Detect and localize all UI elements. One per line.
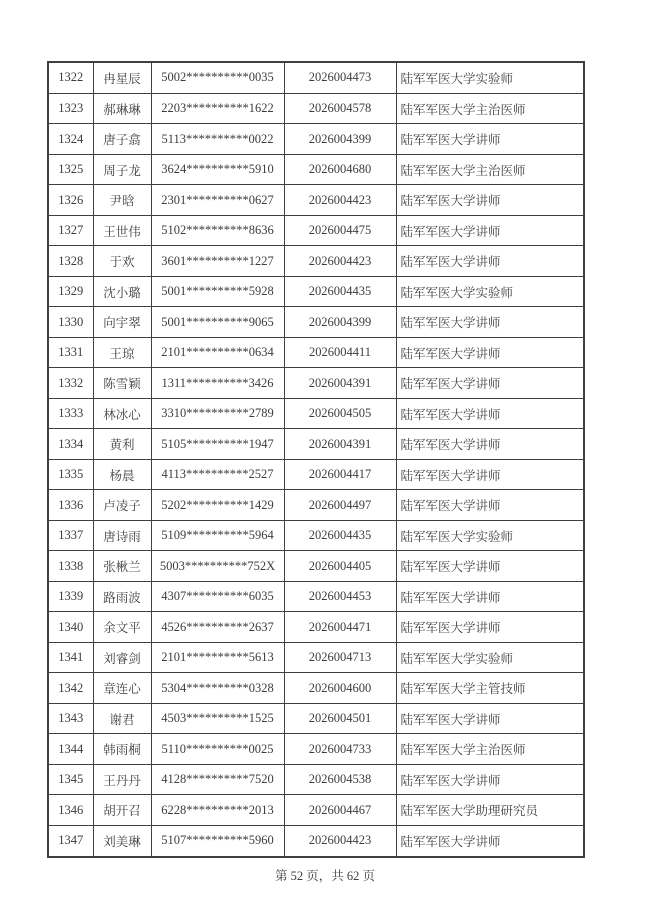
exam-number-cell: 2026004423 xyxy=(284,246,396,277)
exam-number-cell: 2026004453 xyxy=(284,581,396,612)
exam-number-cell: 2026004501 xyxy=(284,703,396,734)
exam-number-cell: 2026004399 xyxy=(284,307,396,338)
name-cell: 胡开召 xyxy=(93,795,151,826)
table-row xyxy=(48,337,584,368)
title-cell: 陆军军医大学主治医师 xyxy=(396,734,584,765)
serial-cell: 1322 xyxy=(48,62,93,93)
table-row xyxy=(48,673,584,704)
name-cell: 向宇翠 xyxy=(93,307,151,338)
serial-cell: 1344 xyxy=(48,734,93,765)
title-cell: 陆军军医大学实验师 xyxy=(396,276,584,307)
exam-number-cell: 2026004417 xyxy=(284,459,396,490)
name-cell: 黄利 xyxy=(93,429,151,460)
title-cell: 陆军军医大学讲师 xyxy=(396,215,584,246)
id-number-cell: 3601**********1227 xyxy=(151,246,284,277)
exam-number-cell: 2026004411 xyxy=(284,337,396,368)
id-number-cell: 5105**********1947 xyxy=(151,429,284,460)
table-row xyxy=(48,581,584,612)
exam-number-cell: 2026004713 xyxy=(284,642,396,673)
table-row xyxy=(48,642,584,673)
id-number-cell: 6228**********2013 xyxy=(151,795,284,826)
title-cell: 陆军军医大学实验师 xyxy=(396,642,584,673)
serial-cell: 1346 xyxy=(48,795,93,826)
serial-cell: 1330 xyxy=(48,307,93,338)
name-cell: 王琼 xyxy=(93,337,151,368)
table-row xyxy=(48,825,584,857)
exam-number-cell: 2026004423 xyxy=(284,185,396,216)
id-number-cell: 5002**********0035 xyxy=(151,62,284,93)
exam-number-cell: 2026004578 xyxy=(284,93,396,124)
exam-number-cell: 2026004497 xyxy=(284,490,396,521)
serial-cell: 1328 xyxy=(48,246,93,277)
table-row xyxy=(48,307,584,338)
table-row xyxy=(48,612,584,643)
name-cell: 王世伟 xyxy=(93,215,151,246)
serial-cell: 1336 xyxy=(48,490,93,521)
id-number-cell: 5109**********5964 xyxy=(151,520,284,551)
serial-cell: 1335 xyxy=(48,459,93,490)
name-cell: 路雨波 xyxy=(93,581,151,612)
name-cell: 刘睿剑 xyxy=(93,642,151,673)
table-row xyxy=(48,520,584,551)
id-number-cell: 5001**********5928 xyxy=(151,276,284,307)
title-cell: 陆军军医大学讲师 xyxy=(396,429,584,460)
exam-number-cell: 2026004405 xyxy=(284,551,396,582)
exam-number-cell: 2026004505 xyxy=(284,398,396,429)
name-cell: 沈小璐 xyxy=(93,276,151,307)
title-cell: 陆军军医大学讲师 xyxy=(396,307,584,338)
serial-cell: 1337 xyxy=(48,520,93,551)
name-cell: 尹晗 xyxy=(93,185,151,216)
title-cell: 陆军军医大学实验师 xyxy=(396,520,584,551)
table-row xyxy=(48,276,584,307)
title-cell: 陆军军医大学助理研究员 xyxy=(396,795,584,826)
title-cell: 陆军军医大学主管技师 xyxy=(396,673,584,704)
name-cell: 余文平 xyxy=(93,612,151,643)
title-cell: 陆军军医大学讲师 xyxy=(396,368,584,399)
id-number-cell: 2301**********0627 xyxy=(151,185,284,216)
exam-number-cell: 2026004423 xyxy=(284,825,396,857)
id-number-cell: 5304**********0328 xyxy=(151,673,284,704)
name-cell: 唐子翕 xyxy=(93,124,151,155)
name-cell: 郝琳琳 xyxy=(93,93,151,124)
serial-cell: 1342 xyxy=(48,673,93,704)
id-number-cell: 2203**********1622 xyxy=(151,93,284,124)
serial-cell: 1331 xyxy=(48,337,93,368)
table-row xyxy=(48,185,584,216)
id-number-cell: 5001**********9065 xyxy=(151,307,284,338)
serial-cell: 1345 xyxy=(48,764,93,795)
table-row xyxy=(48,215,584,246)
serial-cell: 1339 xyxy=(48,581,93,612)
table-row xyxy=(48,398,584,429)
title-cell: 陆军军医大学讲师 xyxy=(396,124,584,155)
table-row xyxy=(48,368,584,399)
id-number-cell: 5003**********752X xyxy=(151,551,284,582)
exam-number-cell: 2026004435 xyxy=(284,520,396,551)
id-number-cell: 1311**********3426 xyxy=(151,368,284,399)
table-row xyxy=(48,246,584,277)
exam-number-cell: 2026004391 xyxy=(284,429,396,460)
id-number-cell: 5202**********1429 xyxy=(151,490,284,521)
table-row xyxy=(48,93,584,124)
table-row xyxy=(48,551,584,582)
title-cell: 陆军军医大学讲师 xyxy=(396,398,584,429)
exam-number-cell: 2026004475 xyxy=(284,215,396,246)
name-cell: 刘美琳 xyxy=(93,825,151,857)
table-row xyxy=(48,429,584,460)
serial-cell: 1324 xyxy=(48,124,93,155)
roster-table-body xyxy=(48,62,584,857)
serial-cell: 1341 xyxy=(48,642,93,673)
name-cell: 卢凌子 xyxy=(93,490,151,521)
serial-cell: 1347 xyxy=(48,825,93,857)
exam-number-cell: 2026004600 xyxy=(284,673,396,704)
id-number-cell: 4307**********6035 xyxy=(151,581,284,612)
id-number-cell: 4503**********1525 xyxy=(151,703,284,734)
name-cell: 张楸兰 xyxy=(93,551,151,582)
name-cell: 杨晨 xyxy=(93,459,151,490)
serial-cell: 1325 xyxy=(48,154,93,185)
table-row xyxy=(48,764,584,795)
name-cell: 于欢 xyxy=(93,246,151,277)
exam-number-cell: 2026004471 xyxy=(284,612,396,643)
exam-number-cell: 2026004467 xyxy=(284,795,396,826)
serial-cell: 1338 xyxy=(48,551,93,582)
title-cell: 陆军军医大学主治医师 xyxy=(396,154,584,185)
serial-cell: 1327 xyxy=(48,215,93,246)
serial-cell: 1334 xyxy=(48,429,93,460)
title-cell: 陆军军医大学讲师 xyxy=(396,703,584,734)
title-cell: 陆军军医大学讲师 xyxy=(396,185,584,216)
title-cell: 陆军军医大学讲师 xyxy=(396,337,584,368)
serial-cell: 1340 xyxy=(48,612,93,643)
exam-number-cell: 2026004435 xyxy=(284,276,396,307)
name-cell: 冉星辰 xyxy=(93,62,151,93)
name-cell: 周子龙 xyxy=(93,154,151,185)
title-cell: 陆军军医大学主治医师 xyxy=(396,93,584,124)
table-row xyxy=(48,154,584,185)
table-row xyxy=(48,124,584,155)
title-cell: 陆军军医大学讲师 xyxy=(396,246,584,277)
table-row xyxy=(48,795,584,826)
exam-number-cell: 2026004399 xyxy=(284,124,396,155)
id-number-cell: 2101**********0634 xyxy=(151,337,284,368)
name-cell: 陈雪颖 xyxy=(93,368,151,399)
table-row xyxy=(48,459,584,490)
serial-cell: 1332 xyxy=(48,368,93,399)
serial-cell: 1326 xyxy=(48,185,93,216)
name-cell: 章连心 xyxy=(93,673,151,704)
exam-number-cell: 2026004680 xyxy=(284,154,396,185)
serial-cell: 1333 xyxy=(48,398,93,429)
name-cell: 唐诗雨 xyxy=(93,520,151,551)
page-indicator: 第 52 页，共 62 页 xyxy=(274,869,375,883)
id-number-cell: 5102**********8636 xyxy=(151,215,284,246)
id-number-cell: 3624**********5910 xyxy=(151,154,284,185)
table-row xyxy=(48,62,584,93)
title-cell: 陆军军医大学讲师 xyxy=(396,581,584,612)
title-cell: 陆军军医大学讲师 xyxy=(396,551,584,582)
name-cell: 林冰心 xyxy=(93,398,151,429)
id-number-cell: 5113**********0022 xyxy=(151,124,284,155)
serial-cell: 1323 xyxy=(48,93,93,124)
id-number-cell: 4526**********2637 xyxy=(151,612,284,643)
name-cell: 王丹丹 xyxy=(93,764,151,795)
name-cell: 韩雨桐 xyxy=(93,734,151,765)
id-number-cell: 3310**********2789 xyxy=(151,398,284,429)
title-cell: 陆军军医大学讲师 xyxy=(396,825,584,857)
table-row xyxy=(48,490,584,521)
table-row xyxy=(48,734,584,765)
table-row xyxy=(48,703,584,734)
title-cell: 陆军军医大学讲师 xyxy=(396,764,584,795)
exam-number-cell: 2026004391 xyxy=(284,368,396,399)
id-number-cell: 4128**********7520 xyxy=(151,764,284,795)
title-cell: 陆军军医大学讲师 xyxy=(396,490,584,521)
exam-number-cell: 2026004538 xyxy=(284,764,396,795)
id-number-cell: 5110**********0025 xyxy=(151,734,284,765)
serial-cell: 1329 xyxy=(48,276,93,307)
id-number-cell: 5107**********5960 xyxy=(151,825,284,857)
id-number-cell: 4113**********2527 xyxy=(151,459,284,490)
title-cell: 陆军军医大学讲师 xyxy=(396,459,584,490)
title-cell: 陆军军医大学实验师 xyxy=(396,62,584,93)
serial-cell: 1343 xyxy=(48,703,93,734)
roster-table xyxy=(47,61,585,858)
page-footer xyxy=(0,866,650,884)
exam-number-cell: 2026004733 xyxy=(284,734,396,765)
title-cell: 陆军军医大学讲师 xyxy=(396,612,584,643)
id-number-cell: 2101**********5613 xyxy=(151,642,284,673)
name-cell: 谢君 xyxy=(93,703,151,734)
exam-number-cell: 2026004473 xyxy=(284,62,396,93)
